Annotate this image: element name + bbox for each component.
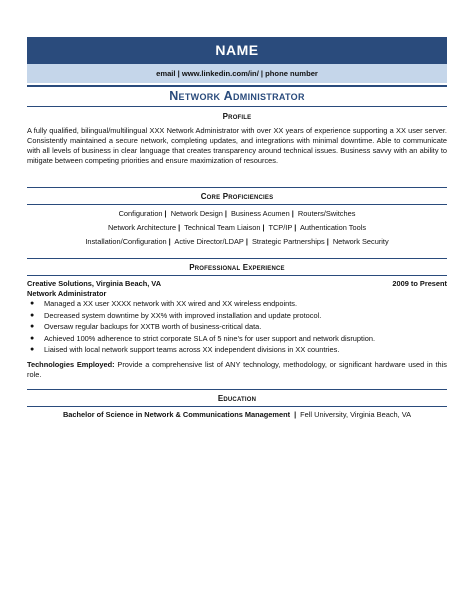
list-item (27, 310, 447, 322)
divider (27, 106, 447, 107)
bullet-text: Oversaw regular backups for XXTB worth of business-critical data. (44, 322, 262, 332)
bullet-text: Managed a XX user XXXX network with XX wired and XX wireless endpoints. (44, 299, 298, 308)
list-item (27, 298, 447, 310)
technologies-label: Technologies Employed: (27, 360, 115, 369)
divider (27, 275, 447, 276)
technologies-employed (27, 360, 447, 380)
competency-line: Configuration | Network Design | Business Acumen | Routers/Switches (118, 209, 356, 218)
bullet-text: Achieved 100% adherence to strict corporate SLA of 5 nine’s for user support and network disruption. (44, 333, 375, 343)
divider (27, 406, 447, 407)
bullet-icon: ● (30, 346, 35, 354)
bullet-icon: ● (30, 300, 35, 307)
profile-text: A fully qualified, bilingual/multilingual XXX Network Administrator with over XX years of experience supporting a XX user server. Consistently maintained a secure network, completing updates, and integrations with minimal downtime. Able to communicate with all levels of business in clear language that creates transparency around technical issues. Business savvy with an ability to mitigate between competing priorities and ensure maximization of resources. (27, 126, 447, 165)
company-location: Creative Solutions, Virginia Beach, VA (27, 279, 162, 288)
separator: | (294, 410, 297, 419)
competency-item: Business Acumen (231, 209, 290, 218)
competency-item: Technical Team Liaison (184, 223, 261, 232)
education-heading: Education (217, 394, 257, 403)
profile-heading: Profile (222, 112, 252, 121)
competency-item: TCP/IP (268, 223, 293, 232)
bullet-icon: ● (30, 334, 35, 342)
competency-item: Installation/Configuration (85, 237, 167, 246)
competency-item: Active Director/LDAP (174, 237, 244, 246)
education-line (27, 410, 447, 419)
competency-item: Network Security (332, 237, 389, 246)
list-item (27, 344, 447, 356)
job-title: Network Administrator (169, 89, 305, 103)
divider (27, 85, 447, 87)
competency-item: Network Architecture (107, 223, 177, 232)
name-banner (27, 37, 447, 64)
technologies-text: Provide a comprehensive list of ANY technology, methodology, or significant hardware used in this role. (27, 360, 447, 379)
competency-line: Network Architecture | Technical Team Liaison | TCP/IP | Authentication Tools (107, 223, 367, 232)
competency-item: Authentication Tools (300, 223, 367, 232)
achievement-list (27, 298, 447, 356)
bullet-icon: ● (30, 323, 35, 331)
competency-item: Strategic Partnerships (251, 237, 325, 246)
competency-item: Routers/Switches (297, 209, 356, 218)
list-item (27, 333, 447, 345)
list-item (27, 321, 447, 333)
school: Fell University, Virginia Beach, VA (300, 410, 412, 419)
contact-line: email | www.linkedin.com/in/ | phone number (27, 64, 447, 83)
bullet-icon: ● (30, 311, 35, 319)
degree: Bachelor of Science in Network & Communications Management (62, 410, 291, 419)
divider (27, 204, 447, 205)
job-dates: 2009 to Present (392, 279, 447, 288)
competency-item: Network Design (170, 209, 223, 218)
competencies-heading: Core Proficiencies (200, 192, 274, 201)
competency-line: Installation/Configuration | Active Director/LDAP | Strategic Partnerships | Network Security (85, 237, 389, 246)
experience-heading: Professional Experience (189, 263, 285, 272)
bullet-text: Liaised with local network support teams across XX independent divisions in XX countries. (44, 345, 340, 355)
competency-item: Configuration (118, 209, 163, 218)
divider (27, 187, 447, 188)
job-header (27, 279, 447, 288)
divider (27, 389, 447, 390)
divider (27, 258, 447, 259)
job-role: Network Administrator (27, 289, 107, 298)
bullet-text: Decreased system downtime by XX% with improved installation and update protocol. (44, 310, 322, 320)
candidate-name: NAME (215, 42, 259, 58)
